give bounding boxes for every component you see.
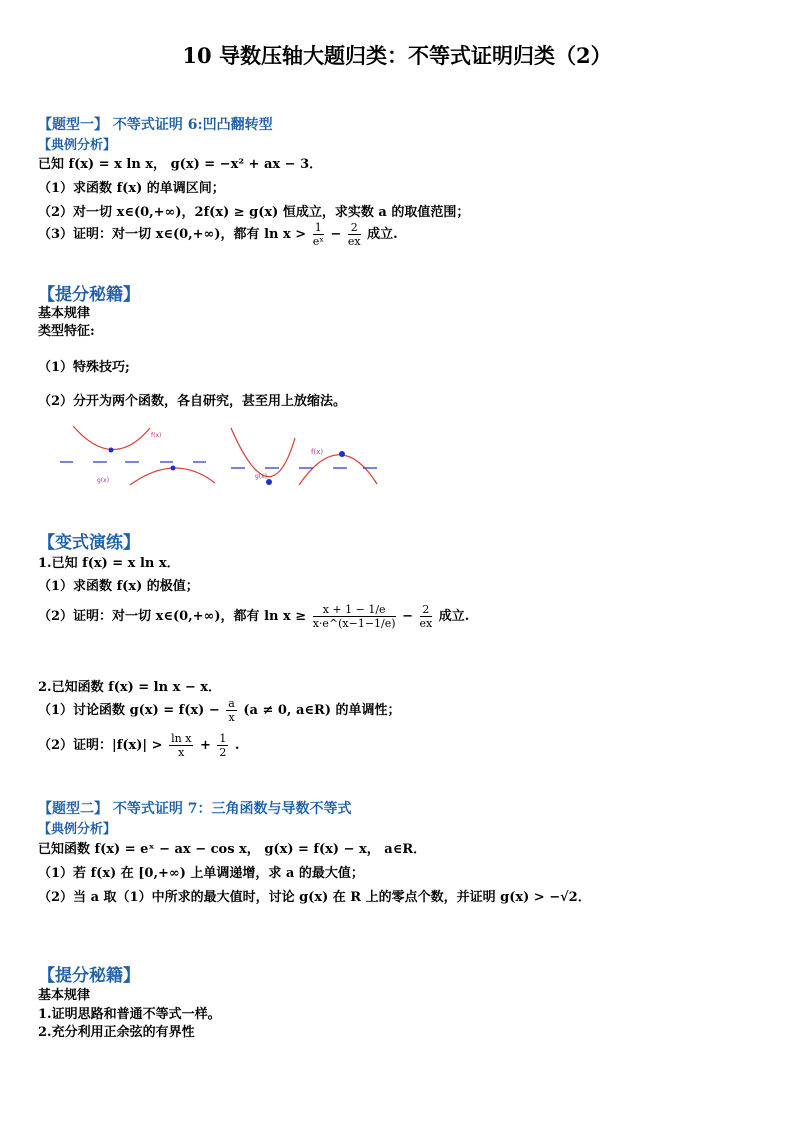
section1-question-2: （2）对一切 x∈(0,+∞)，2f(x) ≥ g(x) 恒成立，求实数 a 的取值范围； bbox=[38, 205, 470, 220]
section1-example-tag: 【典例分析】 bbox=[38, 138, 117, 153]
p2q1-prefix: （1）讨论函数 g(x) = f(x) − bbox=[38, 703, 220, 718]
p1q2-fraction-1-numerator: x + 1 − 1/e bbox=[313, 603, 396, 617]
section2-question-2: （2）当 a 取（1）中所求的最大值时，讨论 g(x) 在 R 上的零点个数，并证明 g(x) > −√2． bbox=[38, 890, 591, 905]
q3-fraction-2-numerator: 2 bbox=[348, 221, 361, 235]
q3-prefix: （3）证明：对一切 x∈(0,+∞)，都有 ln x > bbox=[38, 227, 307, 242]
p2q1-fraction-numerator: a bbox=[228, 697, 235, 710]
section1-question-3 bbox=[38, 221, 398, 248]
left-gx-label: g(x) bbox=[97, 477, 110, 484]
p2q1-fraction bbox=[226, 697, 237, 724]
concavity-figure bbox=[55, 420, 385, 492]
p2q2-fraction-1 bbox=[169, 732, 193, 759]
right-fx-label: f(x) bbox=[311, 448, 324, 456]
tips1-item-1: （1）特殊技巧; bbox=[38, 360, 130, 375]
p1q2-fraction-1-denominator: x·e^(x−1−1/e) bbox=[312, 617, 396, 630]
p2q2-fraction-2-numerator: 1 bbox=[219, 732, 227, 745]
section2-example-tag: 【典例分析】 bbox=[38, 822, 117, 837]
page-title: 10 导数压轴大题归类：不等式证明归类（2） bbox=[182, 43, 612, 68]
practice2-given: 2.已知函数 f(x) = ln x − x． bbox=[38, 680, 222, 695]
q3-fraction-2-denominator: ex bbox=[347, 235, 361, 248]
practice1-question-1: （1）求函数 f(x) 的极值； bbox=[38, 579, 199, 594]
tips1-basic-rule: 基本规律 bbox=[38, 306, 91, 321]
p2q2-fraction-2-denominator: 2 bbox=[219, 746, 227, 759]
q3-fraction-1-numerator: 1 bbox=[313, 221, 324, 235]
p2q2-fraction-1-denominator: x bbox=[178, 746, 185, 759]
section2-given: 已知函数 f(x) = eˣ − ax − cos x， g(x) = f(x) − x， a∈R． bbox=[38, 842, 427, 857]
right-max-point bbox=[339, 451, 345, 457]
right-gx-label: g(x) bbox=[255, 473, 268, 480]
left-max-point bbox=[171, 466, 176, 471]
tips1-type-feature: 类型特征: bbox=[38, 324, 95, 339]
p2q2-plus: + bbox=[199, 738, 211, 753]
practice1-question-2 bbox=[38, 603, 469, 630]
p1q2-fraction-1 bbox=[313, 603, 396, 630]
tips2-item-1: 1.证明思路和普通不等式一样。 bbox=[38, 1007, 221, 1022]
section2-heading: 【题型二】 不等式证明 7：三角函数与导数不等式 bbox=[38, 801, 352, 817]
p1q2-fraction-2-denominator: ex bbox=[419, 617, 433, 630]
p1q2-suffix: 成立. bbox=[438, 609, 470, 624]
q3-fraction-1 bbox=[313, 221, 324, 248]
tips2-heading: 【提分秘籍】 bbox=[38, 966, 140, 986]
section1-given: 已知 f(x) = x ln x， g(x) = −x² + ax − 3． bbox=[38, 157, 323, 172]
section2-question-1: （1）若 f(x) 在 [0,+∞) 上单调递增，求 a 的最大值； bbox=[38, 866, 364, 881]
p1q2-fraction-2 bbox=[420, 603, 433, 630]
tips2-item-2: 2.充分利用正余弦的有界性 bbox=[38, 1025, 195, 1040]
section1-heading: 【题型一】 不等式证明 6:凹凸翻转型 bbox=[38, 117, 273, 133]
q3-minus: − bbox=[330, 227, 342, 242]
practice-heading: 【变式演练】 bbox=[38, 533, 140, 553]
tips1-item-2: （2）分开为两个函数，各自研究，甚至用上放缩法。 bbox=[38, 394, 347, 409]
q3-fraction-1-denominator: eˣ bbox=[312, 235, 324, 248]
tips1-heading: 【提分秘籍】 bbox=[38, 285, 140, 305]
p2q1-suffix: (a ≠ 0, a∈R) 的单调性； bbox=[243, 703, 401, 718]
right-convex-curve bbox=[231, 428, 295, 477]
p2q2-prefix: （2）证明：|f(x)| > bbox=[38, 738, 163, 753]
tips2-basic-rule: 基本规律 bbox=[38, 988, 91, 1003]
q3-suffix: 成立. bbox=[367, 227, 398, 242]
left-min-point bbox=[109, 448, 114, 453]
q3-fraction-2 bbox=[348, 221, 361, 248]
right-concave-curve bbox=[299, 455, 377, 485]
practice2-question-1 bbox=[38, 697, 401, 724]
left-fx-label: f(x) bbox=[151, 432, 162, 439]
left-concave-curve bbox=[130, 468, 215, 485]
p1q2-prefix: （2）证明：对一切 x∈(0,+∞)，都有 ln x ≥ bbox=[38, 609, 307, 624]
section1-question-1: （1）求函数 f(x) 的单调区间； bbox=[38, 181, 225, 196]
p2q1-fraction-denominator: x bbox=[228, 711, 235, 724]
p2q2-fraction-1-numerator: ln x bbox=[171, 732, 192, 745]
p2q2-suffix: . bbox=[234, 738, 240, 753]
practice1-given: 1.已知 f(x) = x ln x． bbox=[38, 556, 180, 571]
p1q2-fraction-2-numerator: 2 bbox=[420, 603, 433, 617]
p1q2-minus: − bbox=[402, 609, 413, 624]
p2q2-fraction-2 bbox=[217, 732, 228, 759]
left-convex-curve bbox=[73, 426, 150, 450]
practice2-question-2 bbox=[38, 732, 239, 759]
